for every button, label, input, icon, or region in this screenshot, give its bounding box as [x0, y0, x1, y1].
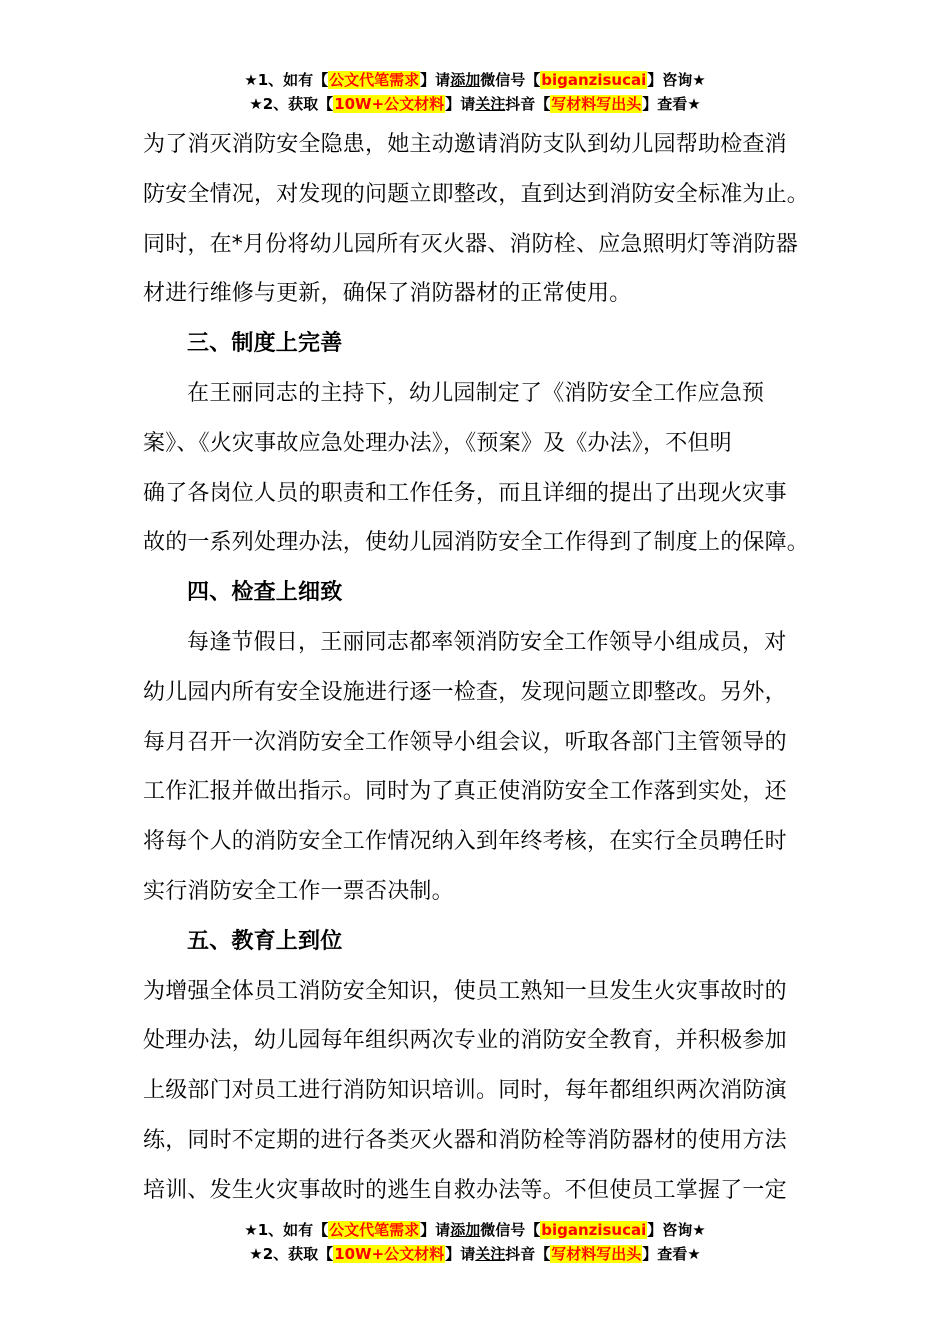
banner-underlined: 添加 — [450, 71, 481, 89]
body-line: 每月召开一次消防安全工作领导小组会议，听取各部门主管领导的 — [143, 729, 787, 755]
banner-text: 】请 — [445, 1245, 476, 1263]
body-line: 实行消防安全工作一票否决制。 — [143, 878, 454, 904]
banner-text: 】咨询★ — [647, 1221, 706, 1239]
section-heading: 三、制度上完善 — [187, 331, 343, 357]
banner-text: 抖音【 — [505, 1245, 551, 1263]
banner-text: 】咨询★ — [647, 71, 706, 89]
banner-text: 】查看★ — [642, 1245, 701, 1263]
body-line: 培训、发生火灾事故时的逃生自救办法等。不但使员工掌握了一定 — [143, 1177, 787, 1203]
banner-highlight: 公文代笔需求 — [329, 71, 420, 89]
body-line: 练，同时不定期的进行各类灭火器和消防栓等消防器材的使用方法 — [143, 1127, 787, 1153]
body-line: 上级部门对员工进行消防知识培训。同时，每年都组织两次消防演 — [143, 1078, 787, 1104]
douyin-highlight: 写材料写出头 — [551, 1245, 642, 1263]
header-banner — [0, 68, 950, 116]
banner-highlight: 10W+公文材料 — [334, 95, 445, 113]
body-line: 材进行维修与更新，确保了消防器材的正常使用。 — [143, 281, 632, 307]
banner-line-2 — [0, 1242, 950, 1266]
banner-text: ★1、如有【 — [244, 1221, 329, 1239]
banner-highlight: 公文代笔需求 — [329, 1221, 420, 1239]
body-line: 将每个人的消防安全工作情况纳入到年终考核，在实行全员聘任时 — [143, 829, 787, 855]
body-line: 每逢节假日，王丽同志都率领消防安全工作领导小组成员，对 — [187, 629, 787, 655]
banner-highlight: 10W+公文材料 — [334, 1245, 445, 1263]
body-line: 处理办法，幼儿园每年组织两次专业的消防安全教育，并积极参加 — [143, 1028, 787, 1054]
banner-text: ★1、如有【 — [244, 71, 329, 89]
body-line: 为了消灭消防安全隐患，她主动邀请消防支队到幼儿园帮助检查消 — [143, 132, 787, 157]
banner-text: 微信号【 — [480, 1221, 541, 1239]
banner-text: 】请 — [420, 1221, 451, 1239]
banner-underlined: 关注 — [475, 95, 506, 113]
body-line: 防安全情况，对发现的问题立即整改，直到达到消防安全标准为止。 — [143, 181, 810, 207]
section-heading: 四、检查上细致 — [187, 580, 343, 606]
banner-text: ★2、获取【 — [249, 95, 334, 113]
banner-text: ★2、获取【 — [249, 1245, 334, 1263]
body-line: 确了各岗位人员的职责和工作任务，而且详细的提出了出现火灾事 — [143, 480, 787, 506]
footer-banner — [0, 1218, 950, 1266]
body-line: 幼儿园内所有安全设施进行逐一检查，发现问题立即整改。另外， — [143, 679, 787, 705]
banner-line-1 — [0, 1218, 950, 1242]
body-line: 为增强全体员工消防安全知识，使员工熟知一旦发生火灾事故时的 — [143, 978, 787, 1004]
section-heading: 五、教育上到位 — [187, 928, 343, 954]
body-line: 故的一系列处理办法，使幼儿园消防安全工作得到了制度上的保障。 — [143, 530, 810, 556]
banner-text: 】请 — [445, 95, 476, 113]
document-body — [143, 120, 823, 1216]
banner-text: 抖音【 — [505, 95, 551, 113]
body-line: 同时，在*月份将幼儿园所有灭火器、消防栓、应急照明灯等消防器 — [143, 231, 799, 257]
banner-line-2 — [0, 92, 950, 116]
body-line: 案》、《火灾事故应急处理办法》，《预案》及《办法》，不但明 — [143, 430, 732, 456]
banner-line-1 — [0, 68, 950, 92]
wechat-id-highlight: biganzisucai — [541, 71, 647, 89]
douyin-highlight: 写材料写出头 — [551, 95, 642, 113]
banner-text: 微信号【 — [480, 71, 541, 89]
body-line: 工作汇报并做出指示。同时为了真正使消防安全工作落到实处，还 — [143, 779, 787, 805]
wechat-id-highlight: biganzisucai — [541, 1221, 647, 1239]
banner-text: 】请 — [420, 71, 451, 89]
banner-underlined: 关注 — [475, 1245, 506, 1263]
banner-text: 】查看★ — [642, 95, 701, 113]
body-line: 在王丽同志的主持下，幼儿园制定了《消防安全工作应急预 — [187, 380, 765, 406]
banner-underlined: 添加 — [450, 1221, 481, 1239]
